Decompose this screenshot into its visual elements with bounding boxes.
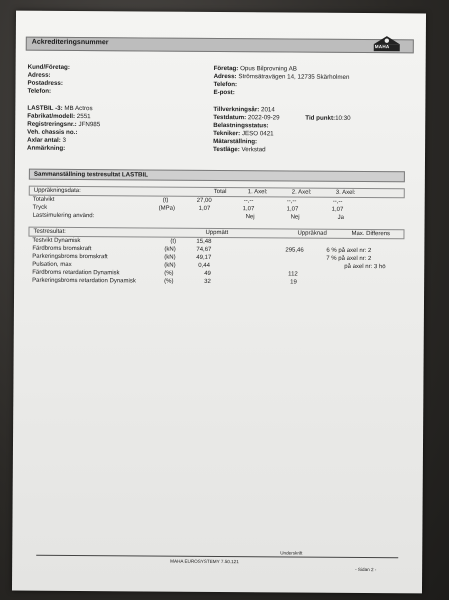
- page-number: - Sidan 2 -: [355, 566, 377, 573]
- vehicle-row: [27, 145, 65, 152]
- cell-text: 74,67: [196, 246, 212, 253]
- results-header-maxdiff: Max. Differens: [351, 230, 391, 237]
- cell-text: 49: [204, 270, 211, 277]
- cell-text: 27,00: [196, 197, 212, 204]
- footer-divider: [36, 555, 398, 559]
- cell-text: --,--: [243, 198, 254, 205]
- company-row: [214, 65, 297, 73]
- cell-text: MB Actros: [64, 104, 93, 113]
- weights-header-label: Uppräkningsdata:: [33, 187, 81, 194]
- cell-text: Mätarställning:: [213, 137, 258, 146]
- weights-header-axle1: 1. Axel:: [247, 188, 268, 195]
- results-header-measured: Uppmätt: [205, 229, 229, 236]
- vehicle-row: [27, 137, 66, 144]
- cell-text: Telefon:: [213, 80, 238, 89]
- cell-text: Parkeringsbroms bromskraft: [32, 253, 108, 261]
- cell-text: Företag:: [213, 64, 239, 73]
- cell-text: LASTBIL -3:: [27, 104, 63, 112]
- cell-text: Telefon:: [27, 87, 52, 95]
- cell-text: 3: [62, 136, 67, 144]
- test-info-row: [213, 106, 275, 113]
- cell-text: --,--: [332, 198, 343, 205]
- cell-text: Nej: [290, 214, 300, 221]
- cell-text: Fabrikat/modell:: [27, 112, 76, 120]
- customer-row: [28, 72, 51, 79]
- summary-title-bar: [29, 169, 405, 183]
- weights-header-total: Total: [213, 188, 227, 195]
- vehicle-row: [27, 129, 77, 136]
- cell-text: (t): [170, 238, 177, 245]
- customer-row: [27, 80, 62, 87]
- cell-text: Verkstad: [241, 146, 266, 154]
- cell-text: Postadress:: [27, 79, 63, 87]
- test-info-row: [213, 146, 266, 153]
- cell-text: Färdbroms bromskraft: [32, 245, 92, 253]
- cell-text: Adress:: [27, 71, 51, 79]
- cell-text: 10:30: [335, 114, 351, 122]
- test-info-row: [213, 122, 268, 129]
- cell-text: (kN): [164, 262, 176, 269]
- cell-text: Testvikt Dynamisk: [32, 237, 81, 245]
- cell-text: (t): [162, 197, 169, 204]
- cell-text: 0,44: [198, 262, 210, 269]
- cell-text: 6 % på axel nr: 2: [326, 247, 372, 255]
- cell-text: (kN): [164, 246, 176, 253]
- cell-text: Testläge:: [213, 145, 240, 154]
- cell-text: Adress:: [213, 72, 237, 81]
- cell-text: 1,07: [198, 205, 211, 212]
- cell-text: 112: [288, 271, 298, 278]
- cell-text: 2014: [261, 106, 275, 114]
- cell-text: Tekniker:: [213, 129, 241, 138]
- cell-text: E-post:: [213, 88, 235, 97]
- vehicle-row: [27, 113, 90, 120]
- test-info-row: [213, 130, 274, 137]
- test-info-row: [213, 138, 257, 145]
- cell-text: Anmärkning:: [27, 144, 66, 152]
- header-bar: [26, 37, 414, 54]
- cell-text: Tid punkt:: [305, 114, 336, 122]
- customer-row: [28, 64, 70, 71]
- cell-text: 7 % på axel nr: 2: [326, 255, 372, 263]
- results-header-calculated: Uppräknad: [297, 230, 327, 237]
- cell-text: 1,07: [286, 206, 299, 213]
- cell-text: Ja: [337, 214, 344, 221]
- cell-text: 15,48: [196, 238, 212, 245]
- test-time: [305, 115, 350, 122]
- cell-text: på axel nr: 3 hö: [344, 263, 386, 271]
- cell-text: --,--: [286, 198, 297, 205]
- cell-text: Tryck: [32, 204, 48, 211]
- company-row: [213, 89, 234, 96]
- cell-text: 1,07: [242, 206, 255, 213]
- header-title: Ackrediteringsnummer: [31, 38, 109, 47]
- system-version: MAHA EUROSYSTEMY 7.50.121: [170, 558, 239, 565]
- cell-text: JFN985: [78, 121, 101, 129]
- cell-text: (%): [164, 278, 174, 285]
- cell-text: (kN): [164, 254, 176, 261]
- cell-text: Totalvikt: [32, 196, 55, 203]
- cell-text: Registreringsnr.:: [27, 120, 77, 129]
- maha-logo: [372, 34, 402, 52]
- cell-text: Axlar antal:: [27, 136, 61, 144]
- cell-text: Pulsation, max: [32, 261, 72, 268]
- cell-text: (%): [164, 270, 174, 277]
- weights-header-axle3: 3. Axel:: [335, 189, 356, 196]
- cell-text: 295,46: [285, 247, 304, 254]
- signature-label: Underskrift: [280, 550, 303, 556]
- cell-text: 32: [204, 278, 211, 285]
- cell-text: Strömsätravägen 14, 12735 Skärholmen: [238, 73, 350, 81]
- company-row: [213, 81, 237, 88]
- cell-text: 2022-09-29: [247, 114, 280, 122]
- cell-text: Testdatum:: [213, 113, 247, 122]
- cell-text: 2551: [76, 113, 91, 121]
- cell-text: Färdbroms retardation Dynamisk: [32, 269, 120, 277]
- cell-text: Belastningsstatus:: [213, 121, 269, 130]
- test-info-row: [213, 114, 279, 121]
- vehicle-row: [27, 121, 100, 129]
- cell-text: Nej: [245, 214, 255, 221]
- cell-text: Parkeringsbroms retardation Dynamisk: [32, 277, 136, 285]
- results-row: [14, 278, 424, 289]
- cell-text: 49,17: [196, 254, 212, 261]
- vehicle-row: [27, 105, 92, 112]
- report-sheet: [12, 11, 426, 594]
- cell-text: Opus Bilprovning AB: [240, 65, 297, 73]
- cell-text: JESO 0421: [241, 130, 274, 138]
- results-header-label: Testresultat:: [33, 228, 66, 235]
- summary-title: Sammanställning testresultat LASTBIL: [33, 170, 149, 179]
- customer-row: [27, 88, 51, 95]
- cell-text: Tillverkningsår:: [213, 105, 260, 114]
- cell-text: 19: [290, 279, 297, 286]
- weights-header-axle2: 2. Axel:: [291, 189, 312, 196]
- weights-row: [15, 213, 425, 224]
- cell-text: Lastsimulering använd:: [32, 212, 95, 220]
- cell-text: (MPa): [158, 205, 176, 212]
- logo-text: MAHA: [374, 44, 390, 50]
- cell-text: Kund/Företag:: [27, 63, 70, 71]
- cell-text: Veh. chassis no.:: [27, 128, 78, 137]
- cell-text: 1,07: [331, 206, 344, 213]
- company-row: [214, 73, 350, 81]
